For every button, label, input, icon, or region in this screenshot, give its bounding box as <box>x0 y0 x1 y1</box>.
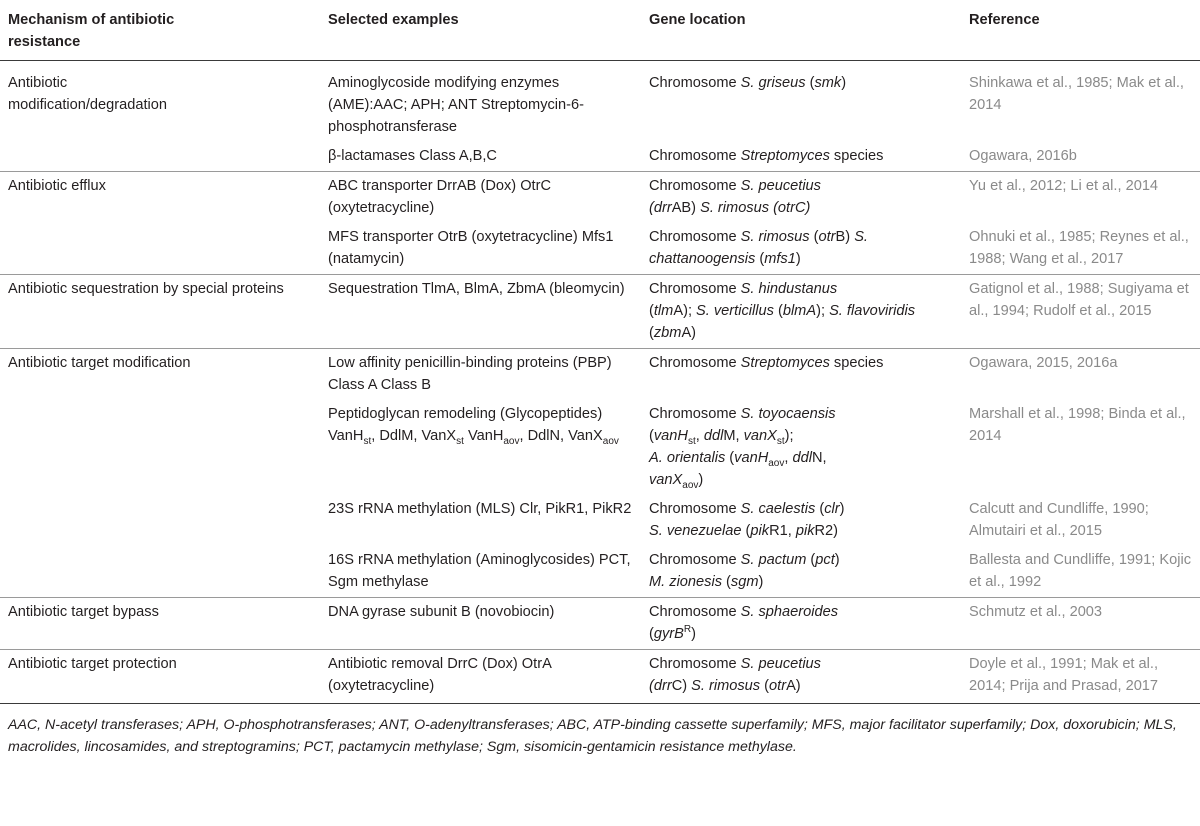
table-row <box>0 142 1200 172</box>
reference-cell: Yu et al., 2012; Li et al., 2014 <box>969 178 1159 194</box>
table-row <box>0 400 1200 495</box>
reference-cell: Ogawara, 2016b <box>969 148 1077 164</box>
mechanism-cell <box>0 400 320 495</box>
table-row <box>0 546 1200 598</box>
reference-cell: Ohnuki et al., 1985; Reynes et al., 1988; Wang et al., 2017 <box>969 229 1189 267</box>
examples-cell: 23S rRNA methylation (MLS) Clr, PikR1, PikR2 <box>328 501 632 517</box>
examples-cell: Low affinity penicillin-binding proteins (PBP) Class A Class B <box>328 355 612 393</box>
mechanism-cell <box>0 142 320 172</box>
mechanism-cell <box>0 495 320 546</box>
table-row <box>0 172 1200 224</box>
header-location: Gene location <box>649 12 746 28</box>
header-reference: Reference <box>969 12 1040 28</box>
location-cell: Chromosome S. hindustanus (tlmA); S. verticillus (blmA); S. flavoviridis (zbmA) <box>649 281 916 341</box>
location-cell: Chromosome Streptomyces species <box>649 148 884 164</box>
reference-cell: Schmutz et al., 2003 <box>969 604 1103 620</box>
table-row <box>0 349 1200 401</box>
header-mechanism: Mechanism of antibiotic resistance <box>8 12 175 50</box>
location-cell: Chromosome S. caelestis (clr) S. venezuelae (pikR1, pikR2) <box>649 501 845 539</box>
examples-cell: ABC transporter DrrAB (Dox) OtrC (oxytetracycline) <box>328 178 551 216</box>
location-cell: Chromosome S. sphaeroides (gyrB$^R$) <box>649 604 839 642</box>
mechanism-cell <box>0 223 320 275</box>
examples-cell: MFS transporter OtrB (oxytetracycline) Mfs1 (natamycin) <box>328 229 614 267</box>
reference-cell: Doyle et al., 1991; Mak et al., 2014; Prija and Prasad, 2017 <box>969 656 1159 694</box>
examples-cell: Antibiotic removal DrrC (Dox) OtrA (oxytetracycline) <box>328 656 552 694</box>
reference-cell: Marshall et al., 1998; Binda et al., 2014 <box>969 406 1186 444</box>
location-cell: Chromosome S. peucetius (drrC) S. rimosus (otrA) <box>649 656 821 694</box>
location-cell: Chromosome S. rimosus (otrB) S. chattanoogensis (mfs1) <box>649 229 868 267</box>
reference-cell: Shinkawa et al., 1985; Mak et al., 2014 <box>969 75 1184 113</box>
location-cell: Chromosome Streptomyces species <box>649 355 884 371</box>
table-header <box>0 4 1200 61</box>
reference-cell: Ballesta and Cundliffe, 1991; Kojic et al., 1992 <box>969 552 1192 590</box>
table-row <box>0 598 1200 650</box>
location-cell: Chromosome S. toyocaensis (vanH$_{st}$, ddlM, vanX$_{st}$); A. orientalis (vanH$_{aov}$, ddlN, vanX$_{aov}$) <box>649 406 836 491</box>
reference-cell: Calcutt and Cundliffe, 1990; Almutairi et al., 2015 <box>969 501 1149 539</box>
table-row <box>0 275 1200 349</box>
mechanism-cell <box>0 546 320 598</box>
examples-cell: DNA gyrase subunit B (novobiocin) <box>328 604 555 620</box>
reference-cell: Ogawara, 2015, 2016a <box>969 355 1118 371</box>
table-row <box>0 495 1200 546</box>
mechanism-cell: Antibiotic efflux <box>8 178 106 194</box>
examples-cell: β-lactamases Class A,B,C <box>328 148 497 164</box>
location-cell: Chromosome S. peucetius (drrAB) S. rimosus (otrC) <box>649 178 821 216</box>
table-row <box>0 223 1200 275</box>
reference-cell: Gatignol et al., 1988; Sugiyama et al., 1994; Rudolf et al., 2015 <box>969 281 1189 319</box>
table-row <box>0 61 1200 143</box>
header-examples: Selected examples <box>328 12 459 28</box>
mechanism-cell: Antibiotic target protection <box>8 656 177 672</box>
mechanism-cell: Antibiotic modification/degradation <box>8 75 168 113</box>
examples-cell: Aminoglycoside modifying enzymes (AME):AAC; APH; ANT Streptomycin-6-phosphotransferase <box>328 75 584 135</box>
location-cell: Chromosome S. griseus (smk) <box>649 75 847 91</box>
table-row <box>0 650 1200 702</box>
examples-cell: Peptidoglycan remodeling (Glycopeptides) VanH$_{st}$, DdlM, VanX$_{st}$ VanH$_{aov}$, DdlN, VanX$_{aov}$ <box>328 406 619 447</box>
examples-cell: 16S rRNA methylation (Aminoglycosides) PCT, Sgm methylase <box>328 552 631 590</box>
table-footnote: AAC, N-acetyl transferases; APH, O-phosphotransferases; ANT, O-adenyltransferases; ABC, ATP-binding cassette superfamily; MFS, major facilitator superfamily; Dox, doxorubicin; MLS, macrolides, lincosamides, and streptogramins; PCT, pactamycin methylase; Sgm, sisomicin-gentamicin resistance methylase. <box>0 703 1200 758</box>
location-cell: Chromosome S. pactum (pct) M. zionesis (sgm) <box>649 552 840 590</box>
mechanism-cell: Antibiotic target modification <box>8 355 191 371</box>
mechanism-cell: Antibiotic sequestration by special proteins <box>8 281 284 297</box>
resistance-table <box>0 4 1200 701</box>
mechanism-cell: Antibiotic target bypass <box>8 604 159 620</box>
examples-cell: Sequestration TlmA, BlmA, ZbmA (bleomycin) <box>328 281 625 297</box>
